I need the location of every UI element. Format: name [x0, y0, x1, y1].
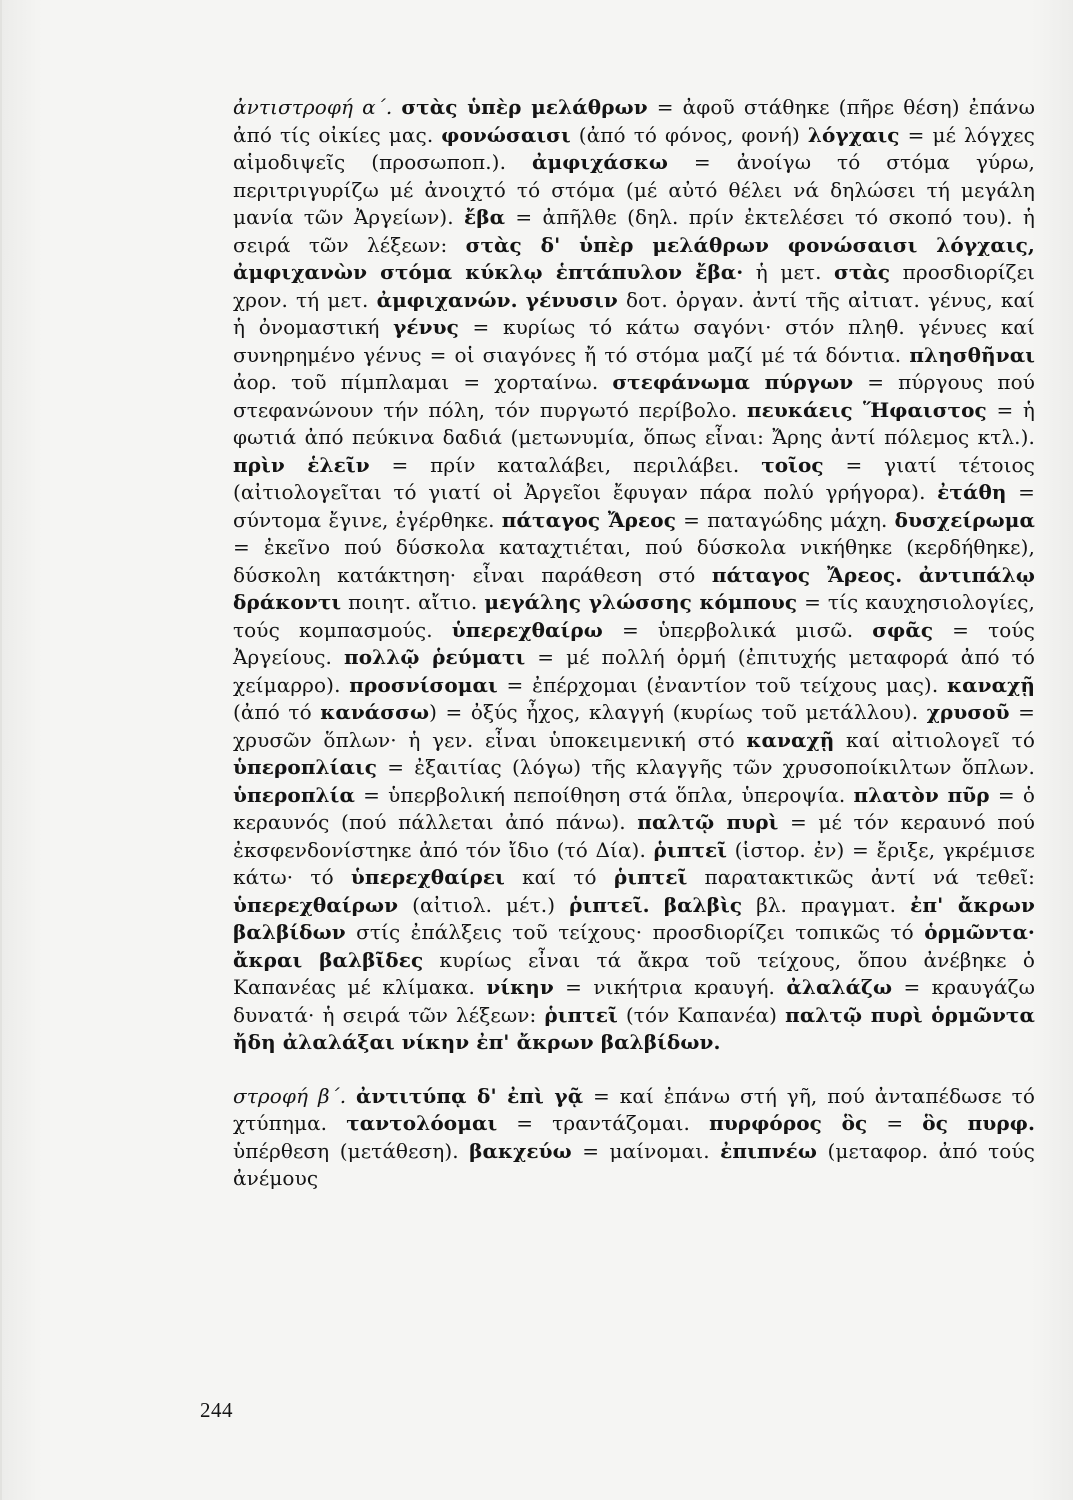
gloss-text: (τόν Καπανέα) [617, 1002, 786, 1027]
lemma-term: στὰς ὑπὲρ μελάθρων [401, 95, 648, 119]
lemma-term: γένυς [393, 315, 459, 339]
gloss-text: (ἀπό τό φόνος, φονή) [570, 122, 808, 147]
gloss-text: ποιητ. αἴτιο. [341, 590, 485, 614]
lemma-term: στὰς [834, 260, 891, 284]
gloss-text: = σύντομα ἔγινε, ἐγέρθηκε. [233, 480, 1035, 532]
gloss-text: = τραντάζομαι. [497, 1111, 710, 1135]
gloss-text: = πύργους πού στεφανώνουν τήν πόλη, τόν πυργωτό περίβολο. [233, 370, 1035, 422]
lemma-term: πρὶν ἑλεῖν [233, 452, 370, 477]
lemma-term: ῥιπτεῖ. [569, 892, 650, 917]
lemma-term: ῥιπτεῖ [653, 837, 728, 862]
lemma-term: βαλβὶς [663, 892, 743, 917]
gloss-text [902, 563, 918, 587]
lemma-term: πλησθῆναι [909, 342, 1035, 367]
lemma-term: δυσχείρωμα [894, 507, 1035, 532]
lemma-term: πάταγος Ἄρεος [501, 507, 676, 532]
lemma-term: στὰς δ' ὑπὲρ μελάθρων φονώσαισι λόγχαις, ἀμφιχανὼν στόμα κύκλῳ ἑπτάπυλον ἔβα· [233, 232, 1035, 284]
gloss-text: (μεταφορ. ἀπό τούς ἀνέμους [233, 1138, 1035, 1190]
gloss-text: = τίς καυχησιολογίες, τούς κομπασμούς. [233, 590, 1036, 642]
lemma-term: ἐπιπνέω [720, 1138, 818, 1163]
gloss-text: = [867, 1111, 923, 1135]
gloss-text: = μέ πολλή ὁρμή (ἐπιτυχής μεταφορά ἀπό τό χείμαρρο). [233, 645, 1035, 697]
gloss-text: (ἀπό τό [233, 700, 321, 724]
gloss-text: = ἐξαιτίας (λόγω) τῆς κλαγγῆς τῶν χρυσοποίκιλτων ὅπλων. [377, 755, 1035, 779]
lemma-term: πευκάεις Ἥφαιστος [746, 397, 987, 422]
section-label: στροφή β΄. [233, 1083, 347, 1108]
lemma-term: ἀμφιχανών. [376, 287, 518, 312]
gloss-text: προσδιορίζει χρον. τή μετ. [233, 260, 1035, 312]
lemma-term: σφᾶς [872, 617, 934, 642]
gloss-text: ὑπέρθεση (μετάθεση). [233, 1138, 470, 1163]
lemma-term: ἐτάθη [937, 480, 1007, 504]
section-label: ἀντιστροφή α΄. [233, 95, 393, 119]
lemma-term: στεφάνωμα πύργων [612, 370, 854, 394]
lemma-term: φονώσαισι [441, 122, 571, 147]
gloss-text: δοτ. ὀργαν. ἀντί τῆς αἰτιατ. γένυς, καί ἡ ὀνομαστική [233, 287, 1035, 339]
gloss-text: = μέ λόγχες αἱμοδιψεῖς (προσωποπ.). [233, 122, 1035, 174]
gloss-text: = μαίνομαι. [571, 1138, 721, 1163]
lemma-term: ἔβα [464, 205, 506, 229]
gloss-text: = κυρίως τό κάτω σαγόνι· στόν πληθ. γένυες καί συνηρημένο γένυς = οἱ σιαγόνες ἤ τό στόμα μαζί μέ τά δόντια. [233, 315, 1035, 367]
gloss-text: = ἀπῆλθε (δηλ. πρίν ἐκτελέσει τό σκοπό του). ἡ σειρά τῶν λέξεων: [233, 205, 1035, 257]
gloss-text: ἀορ. τοῦ πίμπλαμαι = χορταίνω. [233, 370, 613, 394]
gloss-text: στίς ἐπάλξεις τοῦ τείχους· προσδιορίζει τοπικῶς τό [345, 920, 925, 944]
gloss-text: (αἰτιολ. μέτ.) [398, 892, 570, 917]
lemma-term: παλτῷ πυρὶ [637, 810, 779, 834]
gloss-text: = ὑπερβολικά μισῶ. [602, 617, 873, 642]
gloss-text: = πρίν καταλάβει, περιλάβει. [369, 452, 762, 477]
lemma-term: κανάσσω [320, 700, 430, 724]
gloss-text: = γιατί τέτοιος (αἰτιολογεῖται τό γιατί οἱ Ἀργεῖοι ἔφυγαν πάρα πολύ γρήγορα). [233, 452, 1035, 504]
gloss-text: παρατακτικῶς ἀντί νά τεθεῖ: [687, 865, 1035, 889]
commentary-paragraph-2 [233, 1083, 1035, 1193]
lemma-term: λόγχαις [807, 122, 900, 147]
lemma-term: παλτῷ πυρὶ ὁρμῶντα ἤδη ἀλαλάξαι νίκην ἐπ' ἄκρων βαλβίδων. [233, 1002, 1035, 1054]
gloss-text [346, 1084, 356, 1108]
lemma-term: χρυσοῦ [926, 700, 1010, 724]
gloss-text [392, 95, 401, 119]
gloss-text [518, 288, 526, 312]
gloss-text: = μέ τόν κεραυνό πού ἐκσφενδονίστηκε ἀπό τόν ἴδιο (τό Δία). [233, 810, 1035, 862]
gloss-text: = καί ἐπάνω στή γῆ, πού ἀνταπέδωσε τό χτύπημα. [233, 1083, 1035, 1135]
lemma-term: καναχῇ [947, 672, 1035, 697]
gloss-text: = ἀνοίγω τό στόμα γύρω, περιτριγυρίζω μέ ἀνοιχτό τό στόμα (μέ αὐτό θέλει νά δηλώσει τή μεγάλη μανία τῶν Ἀργείων). [233, 150, 1035, 229]
lemma-term: ἀντιτύπᾳ δ' ἐπὶ γᾷ [356, 1083, 584, 1108]
lemma-term: ἀλαλάζω [786, 975, 893, 999]
lemma-term: τοῖος [761, 452, 824, 477]
gloss-text: = χρυσῶν ὅπλων· ἡ γεν. εἶναι ὑποκειμενική στό [233, 700, 1035, 752]
lemma-term: ἐπ' ἄκρων βαλβίδων [233, 892, 1035, 944]
lemma-term: πάταγος Ἄρεος. [711, 562, 903, 587]
gloss-text: = ὑπερβολική πεποίθηση στά ὅπλα, ὑπεροψία. [354, 782, 854, 807]
lemma-term: ῥιπτεῖ [544, 1002, 618, 1027]
gloss-text: (ἱστορ. ἐν) = ἔριξε, γκρέμισε κάτω· τό [233, 837, 1035, 889]
lemma-term: πυρφόρος ὃς [709, 1111, 868, 1135]
lemma-term: ἄκραι βαλβῖδες [233, 947, 424, 972]
lemma-term: βακχεύω [469, 1138, 572, 1163]
gloss-text: = τούς Ἀργείους. [233, 617, 1035, 669]
gloss-text [650, 893, 664, 917]
gloss-text: = ἐκεῖνο πού δύσκολα καταχτιέται, πού δύσκολα νικήθηκε (κερδήθηκε), δύσκολη κατάκτηση· εἶναι παράθεση στό [233, 535, 1035, 587]
gloss-text: = ἀφοῦ στάθηκε (πῆρε θέση) ἐπάνω ἀπό τίς οἰκίες μας. [233, 95, 1035, 147]
commentary-text [233, 94, 1035, 1193]
gloss-text: καί τό [504, 865, 614, 889]
gloss-text: ) = ὀξύς ἦχος, κλαγγή (κυρίως τοῦ μετάλλου). [429, 700, 927, 724]
lemma-term: γένυσιν [525, 287, 618, 312]
page-number: 244 [200, 1398, 233, 1422]
lemma-term: νίκην [486, 975, 554, 999]
gloss-text: = ἐπέρχομαι (ἐναντίον τοῦ τείχους μας). [497, 672, 948, 697]
lemma-term: ἀντιπάλῳ δράκοντι [233, 562, 1035, 614]
gloss-text: = ὁ κεραυνός (πού πάλλεται ἀπό πάνω). [233, 782, 1035, 834]
lemma-term: πλατὸν πῦρ [853, 782, 990, 807]
lemma-term: προσνίσομαι [349, 672, 498, 697]
lemma-term: ὃς πυρφ. [922, 1111, 1036, 1135]
gloss-text: = κραυγάζω δυνατά· ἡ σειρά τῶν λέξεων: [233, 975, 1035, 1027]
lemma-term: ῥιπτεῖ [613, 865, 688, 889]
lemma-term: ὁρμῶντα· [924, 920, 1035, 944]
lemma-term: ταντολόομαι [346, 1111, 498, 1135]
lemma-term: ὑπεροπλία [233, 782, 355, 807]
commentary-paragraph-1 [233, 94, 1035, 1057]
lemma-term: πολλῷ ῥεύματι [343, 645, 526, 669]
lemma-term: μεγάλης γλώσσης κόμπους [484, 590, 798, 614]
lemma-term: ὑπεροπλίαις [233, 755, 378, 779]
gloss-text: = παταγώδης μάχη. [676, 507, 895, 532]
lemma-term: ὑπερεχθαίρω [451, 617, 603, 642]
gloss-text: ἡ μετ. [743, 260, 834, 284]
lemma-term: ὑπερεχθαίρων [233, 892, 399, 917]
lemma-term: καναχῇ [746, 727, 835, 752]
gloss-text: = νικήτρια κραυγή. [553, 975, 787, 999]
lemma-term: ὑπερεχθαίρει [350, 865, 505, 889]
gloss-text: = ἡ φωτιά ἀπό πεύκινα δαδιά (μετωνυμία, ὅπως εἶναι: Ἄρης ἀντί πόλεμος κτλ.). [233, 397, 1036, 449]
lemma-term: ἀμφιχάσκω [531, 150, 668, 174]
gloss-text: κυρίως εἶναι τά ἄκρα τοῦ τείχους, ὅπου ἀνέβηκε ὁ Καπανέας μέ κλίμακα. [233, 947, 1035, 999]
gloss-text: καί αἰτιολογεῖ τό [834, 727, 1035, 752]
gloss-text: βλ. πραγματ. [742, 892, 911, 917]
